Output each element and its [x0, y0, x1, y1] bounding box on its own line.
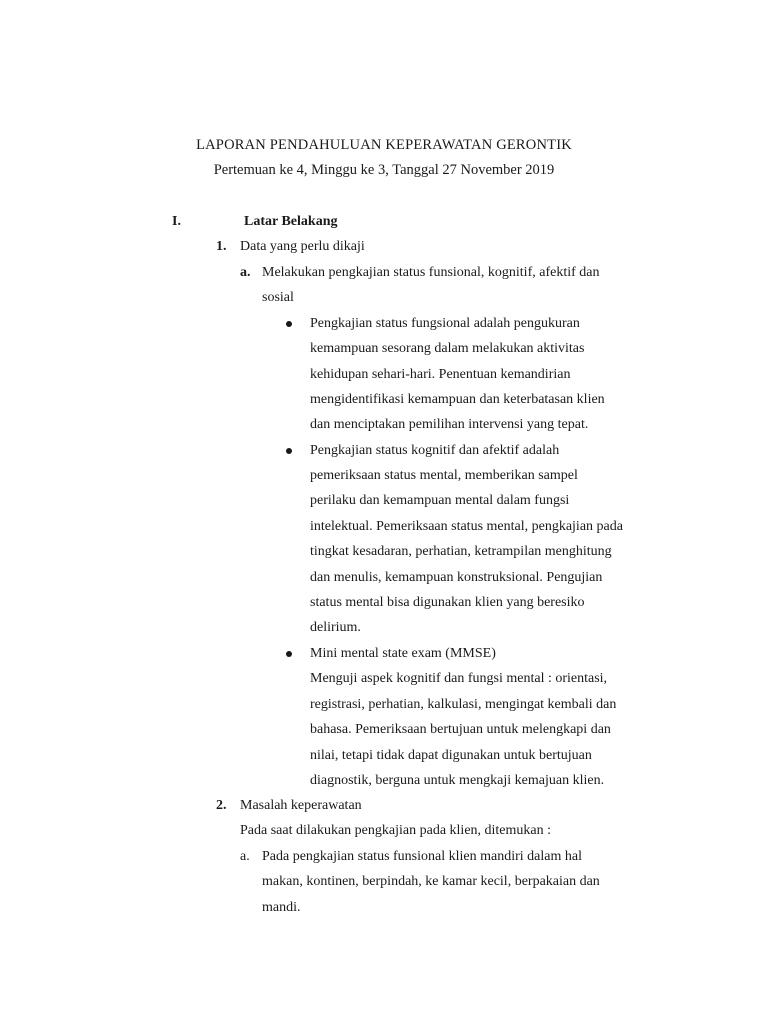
bullet-text-line: status mental bisa digunakan klien yang beresiko	[310, 595, 585, 610]
bullet-text-line: nilai, tetapi tidak dapat digunakan untuk bertujuan	[310, 748, 592, 763]
bullet-text-line: Menguji aspek kognitif dan fungsi mental : orientasi,	[310, 671, 608, 686]
document-subtitle: Pertemuan ke 4, Minggu ke 3, Tanggal 27 November 2019	[213, 162, 555, 178]
bullet-text-line: kemampuan sesorang dalam melakukan aktivitas	[310, 341, 585, 356]
section-heading: Latar Belakang	[244, 214, 338, 229]
bullet-text-line: intelektual. Pemeriksaan status mental, pengkajian pada	[310, 519, 623, 534]
bullet-icon	[286, 651, 292, 657]
bullet-text-line: bahasa. Pemeriksaan bertujuan untuk melengkapi dan	[310, 722, 611, 737]
sub-item-text-line: Melakukan pengkajian status funsional, kognitif, afektif dan	[262, 265, 600, 280]
item-label: Masalah keperawatan	[240, 798, 362, 813]
bullet-text-line: Pengkajian status fungsional adalah pengukuran	[310, 316, 580, 331]
sub-item-text-line: sosial	[262, 290, 294, 305]
sub-item-letter: a.	[240, 265, 251, 280]
bullet-text-line: tingkat kesadaran, perhatian, ketrampilan menghitung	[310, 544, 612, 559]
item-number: 2.	[216, 798, 227, 813]
item-label: Data yang perlu dikaji	[240, 239, 365, 254]
sub-item-letter: a.	[240, 849, 250, 864]
item-intro: Pada saat dilakukan pengkajian pada klien, ditemukan :	[240, 823, 552, 838]
section-number: I.	[172, 214, 181, 229]
sub-item-text-line: mandi.	[262, 900, 301, 915]
document-title: LAPORAN PENDAHULUAN KEPERAWATAN GERONTIK	[196, 137, 572, 153]
bullet-icon	[286, 321, 292, 327]
bullet-text-line: Mini mental state exam (MMSE)	[310, 646, 496, 661]
bullet-text-line: diagnostik, berguna untuk mengkaji kemajuan klien.	[310, 773, 605, 788]
bullet-text-line: mengidentifikasi kemampuan dan keterbatasan klien	[310, 392, 605, 407]
bullet-text-line: pemeriksaan status mental, memberikan sampel	[310, 468, 578, 483]
sub-item-text-line: makan, kontinen, berpindah, ke kamar kecil, berpakaian dan	[262, 874, 600, 889]
bullet-text-line: delirium.	[310, 620, 361, 635]
bullet-text-line: dan menciptakan pemilihan intervensi yang tepat.	[310, 417, 589, 432]
bullet-text-line: dan menulis, kemampuan konstruksional. Pengujian	[310, 570, 603, 585]
bullet-text-line: kehidupan sehari-hari. Penentuan kemandirian	[310, 367, 571, 382]
bullet-text-line: perilaku dan kemampuan mental dalam fungsi	[310, 493, 570, 508]
item-number: 1.	[216, 239, 227, 254]
sub-item-text-line: Pada pengkajian status funsional klien mandiri dalam hal	[262, 849, 582, 864]
bullet-text-line: Pengkajian status kognitif dan afektif adalah	[310, 443, 560, 458]
bullet-text-line: registrasi, perhatian, kalkulasi, mengingat kembali dan	[310, 697, 617, 712]
bullet-icon	[286, 448, 292, 454]
